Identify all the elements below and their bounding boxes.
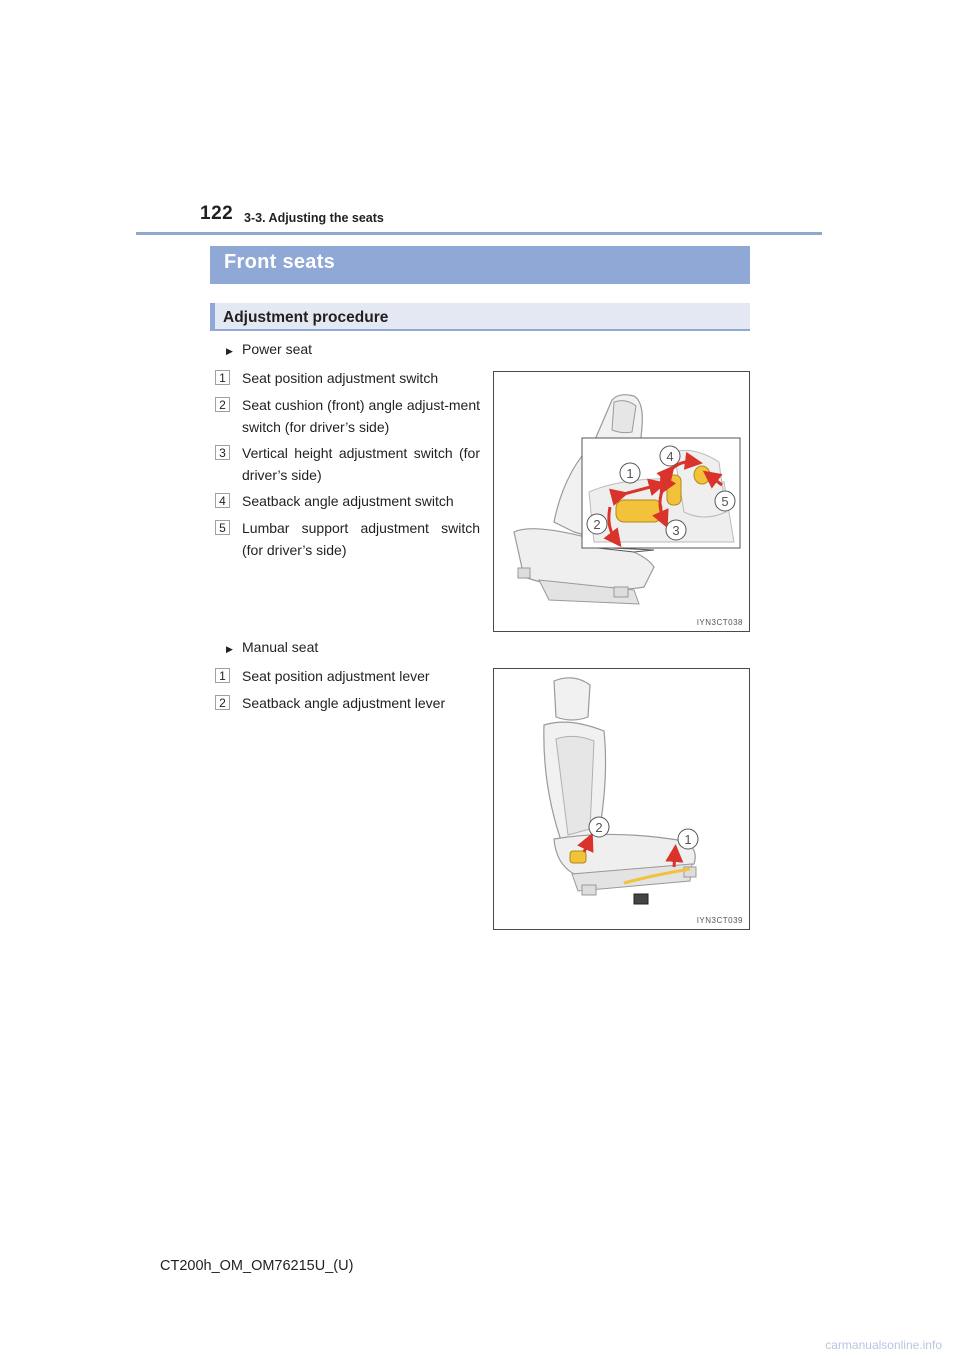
watermark: carmanualsonline.info	[825, 1338, 942, 1352]
manual-item-2: Seatback angle adjustment lever	[242, 695, 446, 711]
manual-seat-bullet	[226, 639, 318, 655]
manual-item-1: Seat position adjustment lever	[242, 668, 430, 684]
manual-seat-illustration	[494, 669, 749, 929]
item-number-3: 3	[215, 445, 230, 460]
figure-code-power: IYN3CT038	[696, 618, 743, 627]
power-item-5: Lumbar support adjustment switch (for driver’s side)	[242, 520, 480, 558]
callout-3: 3	[672, 523, 680, 538]
power-seat-illustration	[494, 372, 749, 631]
triangle-bullet-icon: ▶	[226, 644, 233, 654]
manual-seat-label: Manual seat	[242, 639, 319, 655]
manual-callout-2: 2	[595, 820, 603, 835]
item-number-1: 1	[215, 370, 230, 385]
callout-2: 2	[593, 517, 601, 532]
sub-heading-accent	[210, 303, 215, 331]
callout-4: 4	[666, 449, 674, 464]
power-seat-figure	[493, 371, 750, 632]
figure-code-manual: IYN3CT039	[696, 916, 743, 925]
power-item-4: Seatback angle adjustment switch	[242, 493, 454, 509]
page-number: 122	[200, 203, 234, 224]
document-id: CT200h_OM_OM76215U_(U)	[160, 1258, 354, 1274]
triangle-bullet-icon: ▶	[226, 346, 233, 356]
manual-item-number-1: 1	[215, 668, 230, 683]
item-number-2: 2	[215, 397, 230, 412]
power-seat-label: Power seat	[242, 341, 313, 357]
sub-heading: Adjustment procedure	[223, 309, 389, 326]
manual-item-number-2: 2	[215, 695, 230, 710]
power-item-1: Seat position adjustment switch	[242, 370, 439, 386]
main-heading: Front seats	[224, 251, 336, 273]
item-number-4: 4	[215, 493, 230, 508]
callout-1: 1	[626, 466, 634, 481]
power-item-3: Vertical height adjustment switch (for driver’s side)	[242, 445, 480, 483]
manual-callout-1: 1	[684, 832, 692, 847]
section-title: 3-3. Adjusting the seats	[244, 211, 384, 225]
power-item-2: Seat cushion (front) angle adjust-ment switch (for driver’s side)	[242, 397, 480, 435]
power-seat-bullet	[226, 341, 312, 357]
callout-5: 5	[721, 494, 729, 509]
item-number-5: 5	[215, 520, 230, 535]
manual-seat-figure	[493, 668, 750, 930]
header-rule	[136, 232, 822, 235]
